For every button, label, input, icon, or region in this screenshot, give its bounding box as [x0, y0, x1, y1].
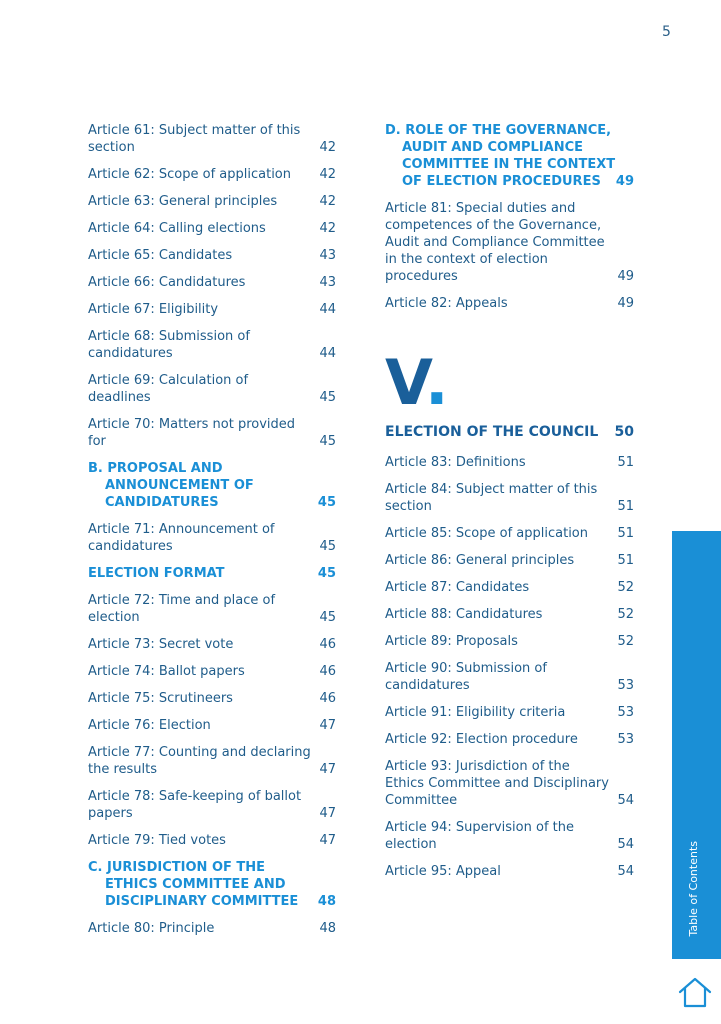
chapter-numeral-dot: .	[425, 346, 449, 419]
toc-entry[interactable]	[88, 122, 336, 156]
toc-section-heading[interactable]	[88, 460, 336, 511]
home-icon[interactable]	[677, 975, 713, 1009]
chapter-page: 50	[614, 424, 634, 440]
toc-entry[interactable]	[88, 247, 336, 264]
toc-page-number: 54	[617, 793, 634, 808]
toc-entry[interactable]	[88, 592, 336, 626]
toc-section-heading[interactable]	[88, 859, 336, 910]
toc-page-number: 42	[319, 167, 336, 182]
toc-entry[interactable]	[385, 579, 634, 596]
toc-page-number: 48	[319, 921, 336, 936]
toc-entry-title: Article 81: Special duties and competences of the Governance, Audit and Compliance Committee in the context of election procedures	[385, 201, 605, 284]
toc-section-title	[88, 460, 318, 511]
toc-page-number: 49	[617, 269, 634, 284]
toc-entry-title: Article 87: Candidates	[385, 580, 530, 595]
toc-entry[interactable]	[385, 200, 634, 285]
toc-entry[interactable]	[88, 193, 336, 210]
toc-page-number: 52	[617, 607, 634, 622]
toc-entry[interactable]	[385, 633, 634, 650]
toc-entry-title: Article 86: General principles	[385, 553, 575, 568]
toc-entry-title: Article 83: Definitions	[385, 455, 526, 470]
toc-entry-title: Article 85: Scope of application	[385, 526, 588, 541]
toc-section-title-text: C. JURISDICTION OF THE ETHICS COMMITTEE AND DISCIPLINARY COMMITTEE	[88, 860, 299, 909]
toc-page-number: 46	[319, 691, 336, 706]
toc-entry-title: Article 68: Submission of candidatures	[88, 329, 250, 361]
toc-entry[interactable]	[88, 788, 336, 822]
toc-page-number: 45	[317, 495, 336, 510]
toc-section-heading[interactable]	[88, 565, 336, 582]
toc-section-title	[88, 859, 318, 910]
toc-page-number: 47	[319, 806, 336, 821]
toc-page-number: 49	[615, 174, 634, 189]
toc-page-number: 53	[617, 732, 634, 747]
toc-section-title-text: ELECTION FORMAT	[88, 566, 225, 581]
toc-entry-title: Article 78: Safe-keeping of ballot papers	[88, 789, 302, 821]
chapter-title: ELECTION OF THE COUNCIL	[385, 424, 599, 440]
toc-page-number: 54	[617, 864, 634, 879]
toc-right-bottom	[385, 454, 634, 880]
toc-page-number: 45	[319, 434, 336, 449]
toc-entry[interactable]	[88, 220, 336, 237]
toc-entry-title: Article 88: Candidatures	[385, 607, 543, 622]
toc-entry-title: Article 66: Candidatures	[88, 275, 246, 290]
toc-left-column	[88, 122, 336, 947]
toc-entry[interactable]	[88, 717, 336, 734]
toc-page-number: 45	[319, 390, 336, 405]
toc-entry-title: Article 74: Ballot papers	[88, 664, 245, 679]
toc-section-title	[88, 565, 318, 582]
toc-page-number: 43	[319, 248, 336, 263]
toc-page-number: 42	[319, 221, 336, 236]
toc-entry[interactable]	[385, 660, 634, 694]
toc-right-column	[385, 122, 634, 890]
toc-section-title-text: D. ROLE OF THE GOVERNANCE, AUDIT AND COMPLIANCE COMMITTEE IN THE CONTEXT OF ELECTION PROCEDURES	[385, 123, 616, 189]
toc-page-number: 53	[617, 678, 634, 693]
toc-entry-title: Article 67: Eligibility	[88, 302, 219, 317]
sidebar-label: Table of Contents	[687, 841, 700, 937]
chapter-numeral	[385, 346, 634, 419]
chapter-numeral-text: V	[385, 346, 425, 419]
toc-page-number: 51	[617, 455, 634, 470]
toc-entry-title: Article 73: Secret vote	[88, 637, 234, 652]
toc-entry[interactable]	[385, 731, 634, 748]
toc-section-title-text: B. PROPOSAL AND ANNOUNCEMENT OF CANDIDATURES	[88, 461, 254, 510]
toc-entry-title: Article 70: Matters not provided for	[88, 417, 296, 449]
toc-entry-title: Article 75: Scrutineers	[88, 691, 233, 706]
chapter-heading[interactable]	[385, 424, 634, 440]
toc-entry[interactable]	[385, 606, 634, 623]
toc-entry[interactable]	[88, 274, 336, 291]
toc-page-number: 45	[319, 539, 336, 554]
toc-entry[interactable]	[385, 819, 634, 853]
toc-entry-title: Article 80: Principle	[88, 921, 215, 936]
toc-entry[interactable]	[385, 295, 634, 312]
toc-entry[interactable]	[385, 454, 634, 471]
toc-entry[interactable]	[88, 920, 336, 937]
toc-page-number: 48	[317, 894, 336, 909]
toc-page-number: 45	[317, 566, 336, 581]
toc-entry[interactable]	[88, 832, 336, 849]
toc-entry[interactable]	[88, 166, 336, 183]
toc-entry-title: Article 84: Subject matter of this section	[385, 482, 598, 514]
toc-section-title	[385, 122, 616, 190]
toc-entry-title: Article 61: Subject matter of this section	[88, 123, 301, 155]
toc-entry-title: Article 92: Election procedure	[385, 732, 578, 747]
toc-entry[interactable]	[88, 663, 336, 680]
toc-page-number: 51	[617, 499, 634, 514]
toc-entry[interactable]	[385, 552, 634, 569]
toc-page-number: 42	[319, 194, 336, 209]
toc-entry-title: Article 62: Scope of application	[88, 167, 291, 182]
toc-entry-title: Article 93: Jurisdiction of the Ethics Committee and Disciplinary Committee	[385, 759, 609, 808]
toc-page-number: 42	[319, 140, 336, 155]
toc-page-number: 53	[617, 705, 634, 720]
toc-page-number: 54	[617, 837, 634, 852]
toc-page-number: 46	[319, 664, 336, 679]
toc-entry[interactable]	[88, 301, 336, 318]
toc-page-number: 47	[319, 833, 336, 848]
toc-page-number: 51	[617, 526, 634, 541]
toc-page-number: 44	[319, 302, 336, 317]
toc-page-number: 47	[319, 762, 336, 777]
toc-entry[interactable]	[88, 690, 336, 707]
toc-entry-title: Article 71: Announcement of candidatures	[88, 522, 275, 554]
sidebar-tab-table-of-contents[interactable]	[672, 531, 721, 959]
toc-page-number: 52	[617, 634, 634, 649]
toc-entry-title: Article 94: Supervision of the election	[385, 820, 574, 852]
toc-entry[interactable]	[88, 636, 336, 653]
toc-page-number: 43	[319, 275, 336, 290]
toc-right-top	[385, 122, 634, 312]
toc-entry[interactable]	[88, 744, 336, 778]
toc-section-heading[interactable]	[385, 122, 634, 190]
toc-entry-title: Article 76: Election	[88, 718, 211, 733]
toc-entry[interactable]	[88, 416, 336, 450]
toc-entry-title: Article 72: Time and place of election	[88, 593, 276, 625]
toc-entry-title: Article 79: Tied votes	[88, 833, 226, 848]
toc-entry[interactable]	[88, 521, 336, 555]
toc-entry-title: Article 69: Calculation of deadlines	[88, 373, 249, 405]
toc-page-number: 52	[617, 580, 634, 595]
toc-entry[interactable]	[88, 328, 336, 362]
toc-entry-title: Article 65: Candidates	[88, 248, 233, 263]
toc-entry[interactable]	[385, 481, 634, 515]
toc-entry[interactable]	[385, 863, 634, 880]
toc-entry[interactable]	[385, 525, 634, 542]
toc-page-number: 49	[617, 296, 634, 311]
toc-entry-title: Article 77: Counting and declaring the results	[88, 745, 311, 777]
toc-entry-title: Article 95: Appeal	[385, 864, 501, 879]
toc-entry-title: Article 64: Calling elections	[88, 221, 266, 236]
page-number: 5	[662, 24, 671, 40]
toc-entry-title: Article 89: Proposals	[385, 634, 518, 649]
toc-page-number: 45	[319, 610, 336, 625]
toc-page-number: 44	[319, 346, 336, 361]
toc-entry-title: Article 63: General principles	[88, 194, 278, 209]
toc-page-number: 46	[319, 637, 336, 652]
toc-entry[interactable]	[385, 704, 634, 721]
toc-entry-title: Article 82: Appeals	[385, 296, 508, 311]
toc-entry-title: Article 91: Eligibility criteria	[385, 705, 566, 720]
toc-entry-title: Article 90: Submission of candidatures	[385, 661, 547, 693]
toc-page-number: 47	[319, 718, 336, 733]
toc-page-number: 51	[617, 553, 634, 568]
toc-entry[interactable]	[385, 758, 634, 809]
toc-entry[interactable]	[88, 372, 336, 406]
